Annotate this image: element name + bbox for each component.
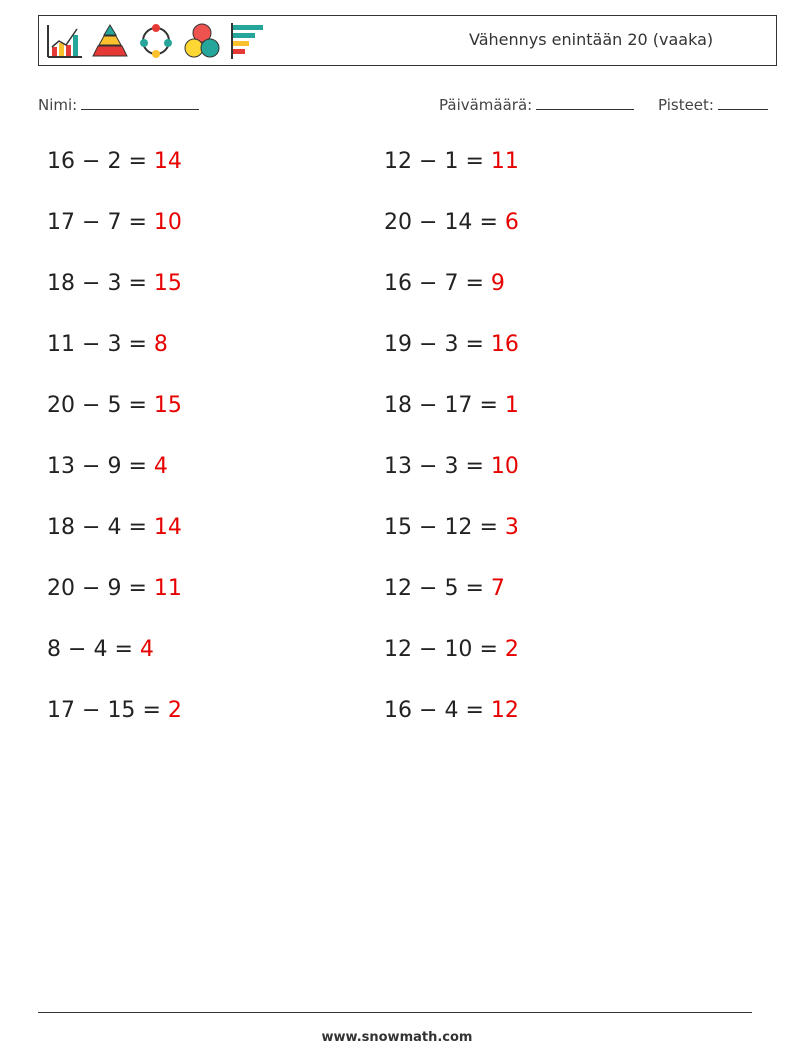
bar-chart-icon: [228, 21, 268, 61]
subtrahend: 9: [107, 576, 122, 601]
subtrahend: 1: [444, 149, 459, 174]
minus-sign: −: [82, 210, 101, 235]
answer: 14: [153, 515, 182, 540]
subtrahend: 9: [107, 454, 122, 479]
answer: 7: [490, 576, 505, 601]
minus-sign: −: [419, 332, 438, 357]
equals-sign: =: [465, 576, 484, 601]
problem-row: [47, 569, 182, 630]
equals-sign: =: [479, 393, 498, 418]
minuend: 16: [47, 149, 75, 174]
problem-row: [384, 447, 519, 508]
equals-sign: =: [128, 149, 147, 174]
subtrahend: 10: [444, 637, 473, 662]
problem-row: [47, 447, 182, 508]
answer: 3: [504, 515, 519, 540]
subtrahend: 3: [444, 454, 459, 479]
minuend: 16: [384, 271, 412, 296]
line-chart-icon: [44, 21, 84, 61]
subtrahend: 5: [107, 393, 122, 418]
pyramid-chart-icon: [90, 21, 130, 61]
answer: 11: [490, 149, 519, 174]
problem-row: [384, 630, 519, 691]
answer: 14: [153, 149, 182, 174]
name-line: [81, 94, 199, 110]
footer-url: www.snowmath.com: [321, 1030, 473, 1045]
problem-row: [47, 508, 182, 569]
equals-sign: =: [128, 454, 147, 479]
minus-sign: −: [419, 454, 438, 479]
answer: 10: [153, 210, 182, 235]
subtrahend: 4: [107, 515, 122, 540]
subtrahend: 5: [444, 576, 459, 601]
problem-row: [384, 142, 519, 203]
problem-row: [384, 325, 519, 386]
header-icons: [44, 19, 268, 63]
minus-sign: −: [82, 515, 101, 540]
answer: 4: [153, 454, 168, 479]
minus-sign: −: [419, 271, 438, 296]
problem-row: [384, 691, 519, 752]
subtrahend: 4: [93, 637, 108, 662]
answer: 15: [153, 393, 182, 418]
problems-left-column: [47, 142, 182, 752]
problem-row: [47, 325, 182, 386]
minus-sign: −: [82, 698, 101, 723]
minuend: 13: [384, 454, 412, 479]
date-field: [439, 94, 634, 114]
minuend: 19: [384, 332, 412, 357]
problem-row: [384, 203, 519, 264]
equals-sign: =: [465, 149, 484, 174]
equals-sign: =: [479, 637, 498, 662]
minus-sign: −: [419, 515, 438, 540]
problem-row: [47, 142, 182, 203]
subtrahend: 2: [107, 149, 122, 174]
minus-sign: −: [419, 210, 438, 235]
equals-sign: =: [465, 698, 484, 723]
minus-sign: −: [82, 149, 101, 174]
problem-row: [47, 630, 182, 691]
equals-sign: =: [128, 576, 147, 601]
answer: 10: [490, 454, 519, 479]
minuend: 17: [47, 210, 75, 235]
problem-row: [384, 508, 519, 569]
score-field: [658, 94, 768, 114]
equals-sign: =: [142, 698, 161, 723]
problems-right-column: [384, 142, 519, 752]
equals-sign: =: [465, 271, 484, 296]
minuend: 12: [384, 637, 412, 662]
name-label: Nimi:: [38, 96, 78, 114]
minuend: 18: [47, 515, 75, 540]
minuend: 20: [384, 210, 412, 235]
subtrahend: 3: [107, 332, 122, 357]
score-label: Pisteet:: [658, 96, 714, 114]
minuend: 15: [384, 515, 412, 540]
minuend: 18: [47, 271, 75, 296]
equals-sign: =: [128, 393, 147, 418]
subtrahend: 15: [107, 698, 136, 723]
name-field: [38, 94, 199, 114]
minuend: 18: [384, 393, 412, 418]
minuend: 12: [384, 576, 412, 601]
score-line: [718, 94, 768, 110]
minus-sign: −: [419, 393, 438, 418]
equals-sign: =: [114, 637, 133, 662]
minuend: 16: [384, 698, 412, 723]
header-box: [38, 15, 777, 66]
equals-sign: =: [128, 210, 147, 235]
subtrahend: 14: [444, 210, 473, 235]
equals-sign: =: [479, 210, 498, 235]
minus-sign: −: [419, 637, 438, 662]
problem-row: [384, 264, 519, 325]
subtrahend: 3: [444, 332, 459, 357]
answer: 12: [490, 698, 519, 723]
problem-row: [47, 264, 182, 325]
equals-sign: =: [479, 515, 498, 540]
equals-sign: =: [128, 271, 147, 296]
venn-circles-icon: [182, 21, 222, 61]
equals-sign: =: [128, 332, 147, 357]
answer: 8: [153, 332, 168, 357]
minus-sign: −: [68, 637, 87, 662]
answer: 2: [167, 698, 182, 723]
problem-row: [384, 386, 519, 447]
date-label: Päivämäärä:: [439, 96, 533, 114]
subtrahend: 7: [444, 271, 459, 296]
problem-row: [47, 386, 182, 447]
equals-sign: =: [465, 454, 484, 479]
minuend: 20: [47, 393, 75, 418]
minus-sign: −: [82, 332, 101, 357]
minuend: 20: [47, 576, 75, 601]
minuend: 12: [384, 149, 412, 174]
minuend: 8: [47, 637, 61, 662]
equals-sign: =: [128, 515, 147, 540]
answer: 11: [153, 576, 182, 601]
minuend: 13: [47, 454, 75, 479]
subtrahend: 4: [444, 698, 459, 723]
answer: 1: [504, 393, 519, 418]
subtrahend: 12: [444, 515, 473, 540]
problem-row: [47, 203, 182, 264]
minuend: 17: [47, 698, 75, 723]
minus-sign: −: [419, 698, 438, 723]
subtrahend: 3: [107, 271, 122, 296]
subtrahend: 7: [107, 210, 122, 235]
answer: 4: [139, 637, 154, 662]
worksheet-title: Vähennys enintään 20 (vaaka): [469, 30, 714, 49]
answer: 9: [490, 271, 505, 296]
problem-row: [384, 569, 519, 630]
minus-sign: −: [82, 454, 101, 479]
minus-sign: −: [82, 393, 101, 418]
answer: 2: [504, 637, 519, 662]
date-line: [536, 94, 634, 110]
footer-divider: [38, 1012, 752, 1013]
answer: 16: [490, 332, 519, 357]
answer: 6: [504, 210, 519, 235]
equals-sign: =: [465, 332, 484, 357]
cycle-diagram-icon: [136, 21, 176, 61]
answer: 15: [153, 271, 182, 296]
minus-sign: −: [82, 271, 101, 296]
minus-sign: −: [419, 576, 438, 601]
minus-sign: −: [82, 576, 101, 601]
subtrahend: 17: [444, 393, 473, 418]
problem-row: [47, 691, 182, 752]
minus-sign: −: [419, 149, 438, 174]
minuend: 11: [47, 332, 75, 357]
